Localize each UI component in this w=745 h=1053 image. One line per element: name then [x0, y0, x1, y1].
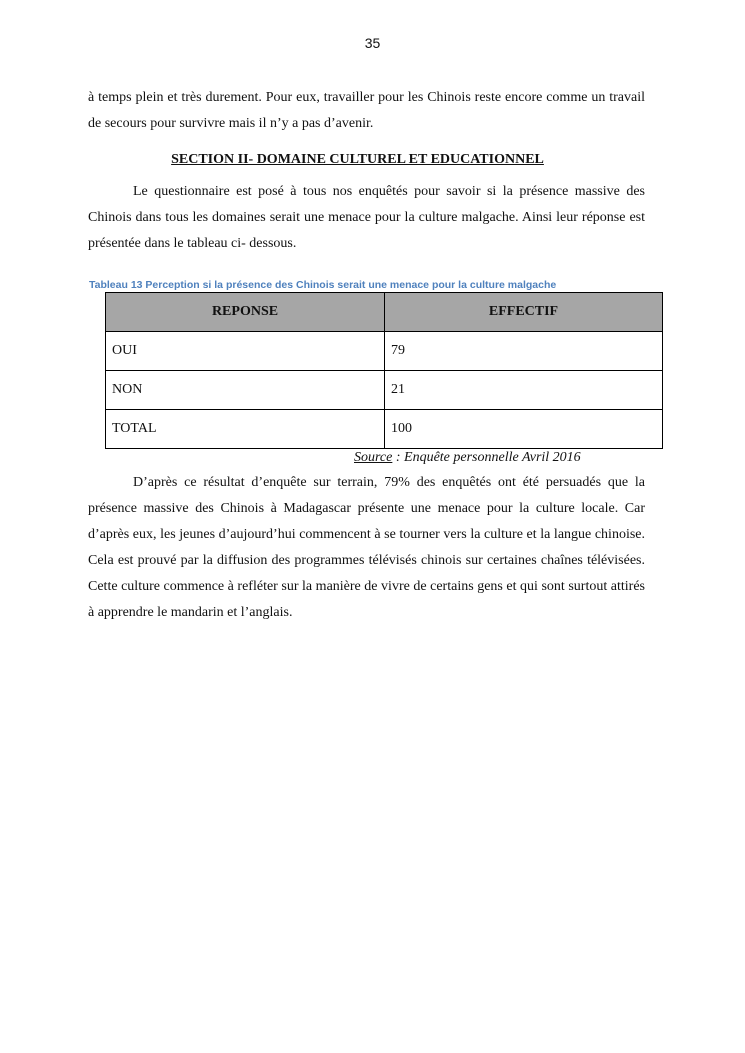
table-row	[106, 410, 663, 449]
intro-paragraph: à temps plein et très durement. Pour eux, travailler pour les Chinois reste encore comme un travail de secours pour survivre mais il n’y a pas d’avenir.	[88, 90, 645, 131]
cell-effectif: 21	[385, 371, 663, 410]
cell-reponse: NON	[106, 371, 385, 410]
source-text: : Enquête personnelle Avril 2016	[392, 450, 581, 465]
table-header-row	[106, 293, 663, 332]
column-header-effectif: EFFECTIF	[385, 293, 663, 332]
paragraph-analysis: D’après ce résultat d’enquête sur terrain, 79% des enquêtés ont été persuadés que la présence massive des Chinois à Madagascar présente une menace pour la culture locale. Car d’après eux, les jeunes d’aujourd’hui commencent à se tourner vers la culture et la langue chinoise. Cela est prouvé par la diffusion des programmes télévisés chinois sur certaines chaînes télévisées. Cette culture commence à refléter sur la manière de vivre de certains gens et qui sont surtout attirés à apprendre le mandarin et l’anglais.	[88, 475, 645, 620]
table-source	[354, 447, 581, 469]
section-title: SECTION II- DOMAINE CULTUREL ET EDUCATIONNEL	[171, 152, 544, 167]
table-row	[106, 371, 663, 410]
table-caption: Tableau 13 Perception si la présence des Chinois serait une menace pour la culture malgache	[89, 279, 557, 291]
response-table	[105, 292, 663, 449]
cell-reponse: TOTAL	[106, 410, 385, 449]
column-header-reponse: REPONSE	[106, 293, 385, 332]
paragraph-questionnaire: Le questionnaire est posé à tous nos enquêtés pour savoir si la présence massive des Chinois dans tous les domaines serait une menace pour la culture malgache. Ainsi leur réponse est présentée dans le tableau ci- dessous.	[88, 184, 645, 251]
cell-effectif: 100	[385, 410, 663, 449]
table-row	[106, 332, 663, 371]
page-number: 35	[364, 35, 381, 51]
cell-effectif: 79	[385, 332, 663, 371]
source-label: Source	[354, 450, 393, 465]
cell-reponse: OUI	[106, 332, 385, 371]
